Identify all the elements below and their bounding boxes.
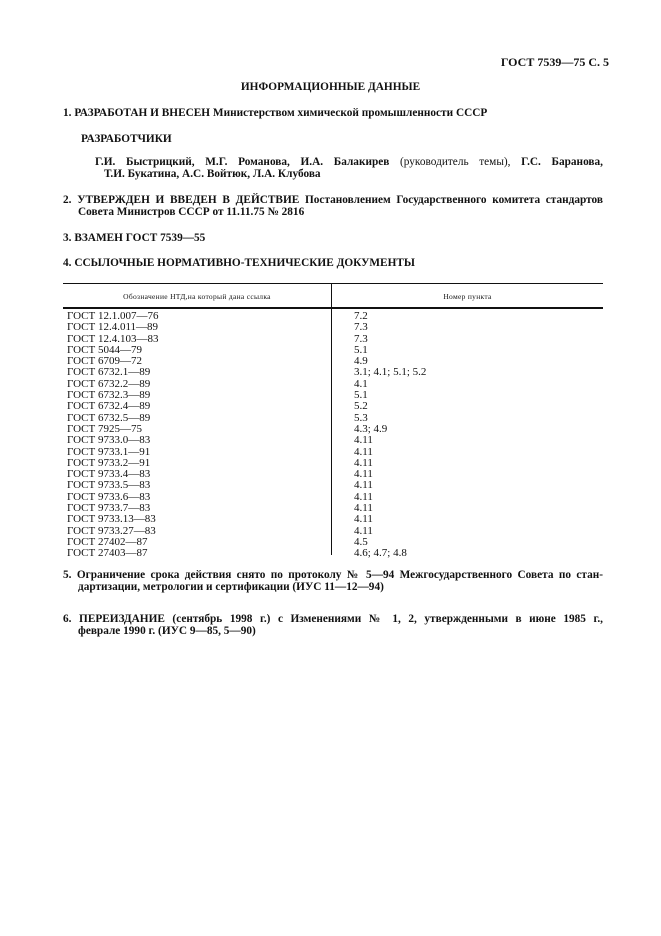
item-text: Ограничение срока действия снято по протоколу № 5—94 Межгосударственного Совета по стан-	[76, 569, 604, 581]
designation-cell: ГОСТ 6709—72	[67, 355, 142, 368]
designation-cell: ГОСТ 6732.5—89	[67, 411, 151, 424]
designation-cell: ГОСТ 27403—87	[67, 547, 148, 560]
clause-cell: 4.11	[354, 445, 373, 458]
designation-cell: ГОСТ 9733.0—83	[67, 434, 151, 447]
clause-cell: 4.9	[354, 355, 368, 368]
clause-cell: 5.2	[354, 400, 368, 413]
developers-line-2: Т.И. Букатина, А.С. Войтюк, Л.А. Клубова	[104, 168, 321, 180]
item-5-line-2: дартизации, метрологии и сертификации (ИУС 11—12—94)	[78, 581, 384, 593]
table-row	[63, 514, 603, 525]
clause-cell: 7.3	[354, 332, 368, 345]
item-text: ВЗАМЕН ГОСТ 7539—55	[74, 232, 206, 244]
developers-names-b: Г.С. Баранова,	[521, 156, 604, 168]
item-2-line-2: Совета Министров СССР от 11.11.75 № 2816	[78, 206, 305, 218]
clause-cell: 4.5	[354, 535, 368, 548]
item-text: Постановлением Государственного комитета стандартов	[305, 194, 604, 206]
item-number: 5.	[63, 569, 72, 581]
clause-cell: 4.11	[354, 468, 373, 481]
item-text: Министерством химической промышленности СССР	[212, 107, 488, 119]
designation-cell: ГОСТ 9733.27—83	[67, 524, 156, 537]
table-row	[63, 548, 603, 559]
developers-role: (руководитель темы),	[400, 156, 511, 168]
clause-cell: 4.11	[354, 513, 373, 526]
item-4	[63, 257, 415, 269]
designation-cell: ГОСТ 7925—75	[67, 422, 142, 435]
designation-cell: ГОСТ 12.1.007—76	[67, 310, 159, 322]
table-body	[63, 311, 603, 560]
designation-cell: ГОСТ 6732.2—89	[67, 377, 151, 390]
designation-cell: ГОСТ 6732.4—89	[67, 400, 151, 413]
designation-cell: ГОСТ 9733.13—83	[67, 513, 156, 526]
item-number: 3.	[63, 232, 72, 244]
clause-cell: 5.1	[354, 343, 368, 356]
designation-cell: ГОСТ 9733.4—83	[67, 468, 151, 481]
table-header-rule	[63, 307, 603, 309]
table-top-rule	[63, 283, 603, 284]
clause-cell: 5.3	[354, 411, 368, 424]
clause-cell: 4.11	[354, 490, 373, 503]
table-row	[63, 334, 603, 345]
item-text: ПЕРЕИЗДАНИЕ (сентябрь 1998 г.) с Изменениями № 1, 2, утвержденными в июне 1985 г.,	[79, 613, 603, 625]
item-1	[63, 107, 487, 119]
clause-cell: 7.3	[354, 321, 368, 334]
designation-cell: ГОСТ 27402—87	[67, 535, 148, 548]
item-5-line-1	[63, 569, 603, 581]
designation-cell: ГОСТ 9733.6—83	[67, 490, 151, 503]
developers-heading: РАЗРАБОТЧИКИ	[81, 133, 172, 145]
item-number: 2.	[63, 194, 72, 206]
clause-cell: 4.1	[354, 377, 368, 390]
designation-cell: ГОСТ 9733.7—83	[67, 502, 151, 515]
clause-cell: 7.2	[354, 310, 368, 322]
item-2-line-1	[63, 194, 603, 206]
clause-cell: 4.11	[354, 434, 373, 447]
designation-cell: ГОСТ 9733.1—91	[67, 445, 151, 458]
clause-cell: 4.11	[354, 524, 373, 537]
item-number: 4.	[63, 257, 72, 269]
item-3	[63, 232, 205, 244]
item-6-line-1	[63, 613, 603, 625]
table-row	[63, 435, 603, 446]
section-title: ИНФОРМАЦИОННЫЕ ДАННЫЕ	[240, 81, 421, 93]
table-row	[63, 401, 603, 412]
designation-cell: ГОСТ 9733.5—83	[67, 479, 151, 492]
page-header: ГОСТ 7539—75 С. 5	[500, 55, 609, 69]
developers-names-a: Г.И. Быстрицкий, М.Г. Романова, И.А. Балакирев	[95, 156, 390, 168]
designation-cell: ГОСТ 12.4.011—89	[67, 321, 159, 334]
clause-cell: 4.11	[354, 479, 373, 492]
clause-cell: 3.1; 4.1; 5.1; 5.2	[354, 366, 427, 379]
developers-line-1	[95, 156, 603, 168]
designation-cell: ГОСТ 6732.1—89	[67, 366, 151, 379]
clause-cell: 5.1	[354, 389, 368, 402]
table-header-clause: Номер пункта	[443, 292, 492, 301]
designation-cell: ГОСТ 9733.2—91	[67, 456, 151, 469]
item-lead: УТВЕРЖДЕН И ВВЕДЕН В ДЕЙСТВИЕ	[77, 194, 300, 206]
item-number: 1.	[63, 107, 72, 119]
clause-cell: 4.3; 4.9	[354, 422, 388, 435]
clause-cell: 4.6; 4.7; 4.8	[354, 547, 407, 560]
table-header-designation: Обозначение НТД,на который дана ссылка	[123, 292, 271, 301]
table-row	[63, 345, 603, 356]
designation-cell: ГОСТ 5044—79	[67, 343, 142, 356]
table-row	[63, 413, 603, 424]
item-lead: РАЗРАБОТАН И ВНЕСЕН	[74, 107, 211, 119]
item-text: ССЫЛОЧНЫЕ НОРМАТИВНО-ТЕХНИЧЕСКИЕ ДОКУМЕНТЫ	[74, 257, 416, 269]
clause-cell: 4.11	[354, 502, 373, 515]
table-row	[63, 322, 603, 333]
clause-cell: 4.11	[354, 456, 373, 469]
designation-cell: ГОСТ 6732.3—89	[67, 389, 151, 402]
item-6-line-2: феврале 1990 г. (ИУС 9—85, 5—90)	[78, 625, 256, 637]
designation-cell: ГОСТ 12.4.103—83	[67, 332, 159, 345]
item-number: 6.	[63, 613, 72, 625]
